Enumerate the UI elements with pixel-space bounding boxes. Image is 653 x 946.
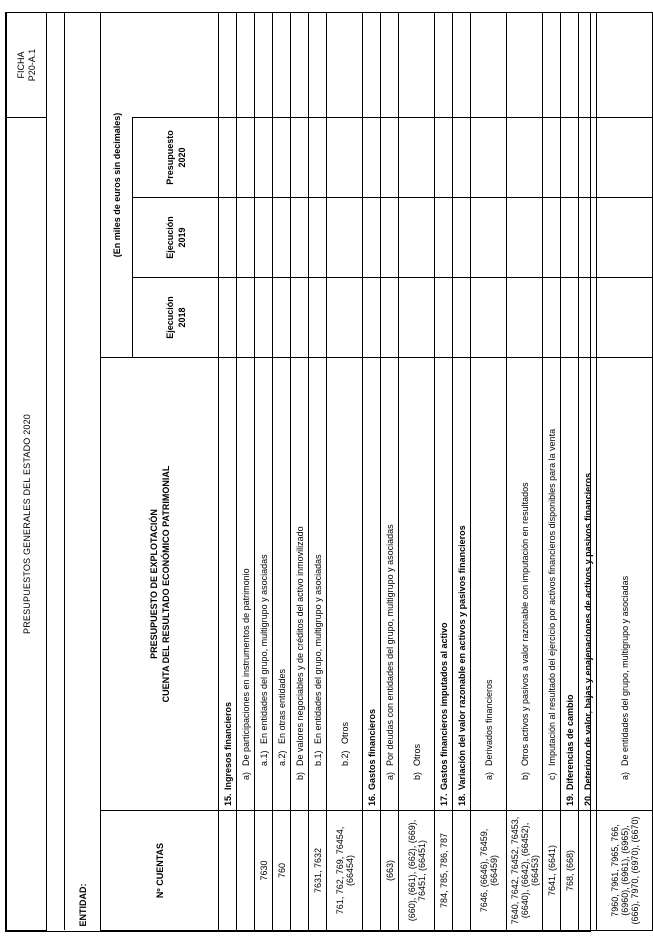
value-2020-cell[interactable] — [273, 117, 291, 197]
cuentas-cell — [219, 811, 237, 931]
value-2019-cell[interactable] — [597, 198, 653, 278]
cuentas-cell — [579, 811, 597, 931]
value-2019-cell[interactable] — [507, 198, 543, 278]
column-header-ejecucion-2019 — [133, 198, 219, 278]
value-2018-cell[interactable] — [273, 278, 291, 358]
value-2020-cell[interactable] — [579, 117, 597, 197]
table-row — [597, 12, 653, 930]
budget-form-sheet — [5, 12, 640, 932]
presupuesto-title: PRESUPUESTO DE EXPLOTACIÓN — [148, 509, 159, 659]
cuentas-cell — [363, 811, 381, 931]
value-2020-cell[interactable] — [399, 117, 435, 197]
concept-cell — [237, 358, 255, 811]
concept-label: De entidades del grupo, multigrupo y asociadas — [619, 575, 630, 766]
item-tag: b.2) — [339, 750, 350, 766]
extra-cell[interactable] — [255, 12, 273, 117]
value-2018-cell[interactable] — [219, 278, 237, 358]
extra-cell[interactable] — [363, 12, 381, 117]
value-2019-cell[interactable] — [561, 198, 579, 278]
ejecucion-2019-year: 2019 — [176, 227, 187, 248]
cuentas-cell: 761, 762, 769, 76454, (66454) — [327, 811, 363, 931]
value-2018-cell[interactable] — [597, 278, 653, 358]
table-row — [453, 12, 471, 930]
column-header-blank — [133, 12, 219, 117]
cuentas-cell: 7631, 7632 — [309, 811, 327, 931]
page-title: PRESUPUESTOS GENERALES DEL ESTADO 2020 — [7, 117, 47, 930]
value-2020-cell[interactable] — [543, 117, 561, 197]
column-header-cuentas: Nº CUENTAS — [101, 811, 219, 931]
item-tag: a) — [619, 771, 630, 780]
concept-cell — [219, 358, 237, 811]
extra-cell[interactable] — [381, 12, 399, 117]
section-number: 18. — [456, 793, 467, 806]
value-2020-cell[interactable] — [309, 117, 327, 197]
column-header-presupuesto-2020 — [133, 117, 219, 197]
extra-cell[interactable] — [561, 12, 579, 117]
value-2019-cell[interactable] — [381, 198, 399, 278]
concept-label: Otros — [411, 743, 422, 766]
concept-label: En otras entidades — [276, 668, 287, 744]
concept-label: Gastos financieros imputados al activo — [438, 622, 449, 790]
value-2019-cell[interactable] — [363, 198, 381, 278]
value-2018-cell[interactable] — [543, 278, 561, 358]
concept-cell — [273, 358, 291, 811]
concept-cell — [561, 358, 579, 811]
table-row — [309, 12, 327, 930]
table-row — [579, 12, 597, 930]
extra-cell[interactable] — [471, 12, 507, 117]
value-2019-cell[interactable] — [219, 198, 237, 278]
value-2020-cell[interactable] — [597, 117, 653, 197]
concept-cell — [579, 358, 597, 811]
extra-cell[interactable] — [399, 12, 435, 117]
concept-label: Deterioro de valor, bajas y enajenaciones de activos y pasivos financieros — [582, 472, 593, 790]
value-2019-cell[interactable] — [237, 198, 255, 278]
value-2018-cell[interactable] — [255, 278, 273, 358]
extra-cell[interactable] — [291, 12, 309, 117]
concept-label: Imputación al resultado del ejercicio por activos financieros disponibles para la venta — [546, 428, 557, 766]
presupuesto-2020-year: 2020 — [176, 147, 187, 168]
concept-label: Gastos financieros — [366, 708, 377, 790]
ejecucion-2018-year: 2018 — [176, 307, 187, 328]
section-number: 17. — [438, 793, 449, 806]
concept-cell — [471, 358, 507, 811]
value-2018-cell[interactable] — [471, 278, 507, 358]
item-tag: a) — [240, 771, 251, 780]
table-row — [237, 12, 255, 930]
units-note: (En miles de euros sin decimales) — [101, 12, 133, 357]
cuentas-cell: 7641, (6641) — [543, 811, 561, 931]
value-2020-cell[interactable] — [291, 117, 309, 197]
value-2019-cell[interactable] — [435, 198, 453, 278]
extra-cell[interactable] — [327, 12, 363, 117]
concept-cell — [291, 358, 309, 811]
value-2020-cell[interactable] — [237, 117, 255, 197]
table-row — [327, 12, 363, 930]
table-row — [543, 12, 561, 930]
value-2020-cell[interactable] — [381, 117, 399, 197]
table-row — [471, 12, 507, 930]
concept-cell — [309, 358, 327, 811]
concept-cell — [435, 358, 453, 811]
cuentas-cell: 784, 785, 786, 787 — [435, 811, 453, 931]
value-2020-cell[interactable] — [255, 117, 273, 197]
concept-label: De valores negociables y de créditos del activo inmovilizado — [294, 526, 305, 766]
item-tag: a) — [483, 771, 494, 780]
table-row — [399, 12, 435, 930]
section-number: 15. — [222, 793, 233, 806]
concept-cell — [363, 358, 381, 811]
section-number: 16. — [366, 793, 377, 806]
item-tag: b) — [294, 771, 305, 780]
concept-label: Variación del valor razonable en activos y pasivos financieros — [456, 525, 467, 790]
value-2018-cell[interactable] — [507, 278, 543, 358]
concept-cell — [399, 358, 435, 811]
table-row — [435, 12, 453, 930]
entidad-label: ENTIDAD: — [65, 12, 101, 930]
concept-label: Otros activos y pasivos a valor razonable con imputación en resultados — [519, 482, 530, 766]
value-2018-cell[interactable] — [399, 278, 435, 358]
concept-cell — [507, 358, 543, 811]
form-table — [6, 12, 653, 931]
column-header-presupuesto — [101, 358, 219, 811]
table-row — [363, 12, 381, 930]
value-2018-cell[interactable] — [453, 278, 471, 358]
presupuesto-2020-label: Presupuesto — [164, 130, 175, 185]
cuentas-cell: (663) — [381, 811, 399, 931]
ficha-label: FICHA — [15, 51, 26, 79]
value-2018-cell[interactable] — [237, 278, 255, 358]
ejecucion-2018-label: Ejecución — [164, 296, 175, 339]
value-2020-cell[interactable] — [363, 117, 381, 197]
item-tag: a.1) — [258, 750, 269, 766]
item-tag: b.1) — [312, 750, 323, 766]
table-row — [219, 12, 237, 930]
value-2020-cell[interactable] — [219, 117, 237, 197]
concept-label: En entidades del grupo, multigrupo y asociadas — [258, 554, 269, 744]
table-row — [381, 12, 399, 930]
extra-cell[interactable] — [543, 12, 561, 117]
concept-label: En entidades del grupo, multigrupo y asociadas — [312, 554, 323, 744]
item-tag: a.2) — [276, 750, 287, 766]
presupuesto-subtitle: CUENTA DEL RESULTADO ECONÓMICO PATRIMONIAL — [160, 465, 171, 703]
column-header-ejecucion-2018 — [133, 278, 219, 358]
value-2019-cell[interactable] — [291, 198, 309, 278]
cuentas-cell: 7630 — [255, 811, 273, 931]
section-number: 20. — [582, 793, 593, 806]
item-tag: a) — [384, 771, 395, 780]
value-2019-cell[interactable] — [579, 198, 597, 278]
value-2020-cell[interactable] — [327, 117, 363, 197]
value-2019-cell[interactable] — [399, 198, 435, 278]
value-2018-cell[interactable] — [327, 278, 363, 358]
table-row — [561, 12, 579, 930]
table-row — [255, 12, 273, 930]
concept-label: Ingresos financieros — [222, 701, 233, 790]
value-2020-cell[interactable] — [471, 117, 507, 197]
concept-cell — [327, 358, 363, 811]
value-2020-cell[interactable] — [561, 117, 579, 197]
cuentas-cell — [291, 811, 309, 931]
value-2018-cell[interactable] — [363, 278, 381, 358]
value-2019-cell[interactable] — [309, 198, 327, 278]
extra-cell[interactable] — [309, 12, 327, 117]
cuentas-cell: 7646, (6646), 76459, (66459) — [471, 811, 507, 931]
section-number: 19. — [564, 793, 575, 806]
value-2019-cell[interactable] — [453, 198, 471, 278]
value-2019-cell[interactable] — [327, 198, 363, 278]
concept-label: Otros — [339, 721, 350, 744]
concept-cell — [381, 358, 399, 811]
table-row — [507, 12, 543, 930]
cuentas-cell: 7640, 7642, 76452, 76453, (6640), (6642), (66452), (66453) — [507, 811, 543, 931]
extra-cell[interactable] — [579, 12, 597, 117]
value-2019-cell[interactable] — [471, 198, 507, 278]
extra-cell[interactable] — [507, 12, 543, 117]
concept-label: Por deudas con entidades del grupo, multigrupo y asociadas — [384, 524, 395, 766]
extra-cell[interactable] — [597, 12, 653, 117]
value-2020-cell[interactable] — [435, 117, 453, 197]
value-2018-cell[interactable] — [579, 278, 597, 358]
header-spacer — [47, 12, 65, 930]
item-tag: b) — [411, 771, 422, 780]
concept-cell — [543, 358, 561, 811]
cuentas-cell: 760 — [273, 811, 291, 931]
value-2019-cell[interactable] — [273, 198, 291, 278]
extra-cell[interactable] — [219, 12, 237, 117]
concept-cell — [597, 358, 653, 811]
value-2018-cell[interactable] — [291, 278, 309, 358]
value-2019-cell[interactable] — [543, 198, 561, 278]
extra-cell[interactable] — [273, 12, 291, 117]
concept-label: Diferencias de cambio — [564, 694, 575, 790]
value-2020-cell[interactable] — [507, 117, 543, 197]
extra-cell[interactable] — [453, 12, 471, 117]
value-2020-cell[interactable] — [453, 117, 471, 197]
concept-label: De participaciones en instrumentos de patrimonio — [240, 568, 251, 766]
ficha-code — [7, 12, 47, 117]
ejecucion-2019-label: Ejecución — [164, 216, 175, 259]
concept-cell — [453, 358, 471, 811]
concept-label: Derivados financieros — [483, 679, 494, 766]
cuentas-cell: 7960, 7961, 7965, 766, (6960), (6961), (6965), (666), 7970, (6970), (6670) — [597, 811, 653, 931]
item-tag: b) — [519, 771, 530, 780]
item-tag: c) — [546, 772, 557, 780]
concept-cell — [255, 358, 273, 811]
ficha-number: P20-A.1 — [26, 48, 37, 82]
extra-cell[interactable] — [435, 12, 453, 117]
table-row — [273, 12, 291, 930]
cuentas-cell: (660), (661), (662), (669), 76451, (66451) — [399, 811, 435, 931]
cuentas-cell: 768, (668) — [561, 811, 579, 931]
value-2018-cell[interactable] — [561, 278, 579, 358]
extra-cell[interactable] — [237, 12, 255, 117]
value-2018-cell[interactable] — [435, 278, 453, 358]
table-row — [291, 12, 309, 930]
cuentas-cell — [453, 811, 471, 931]
value-2018-cell[interactable] — [309, 278, 327, 358]
cuentas-cell — [237, 811, 255, 931]
value-2019-cell[interactable] — [255, 198, 273, 278]
value-2018-cell[interactable] — [381, 278, 399, 358]
